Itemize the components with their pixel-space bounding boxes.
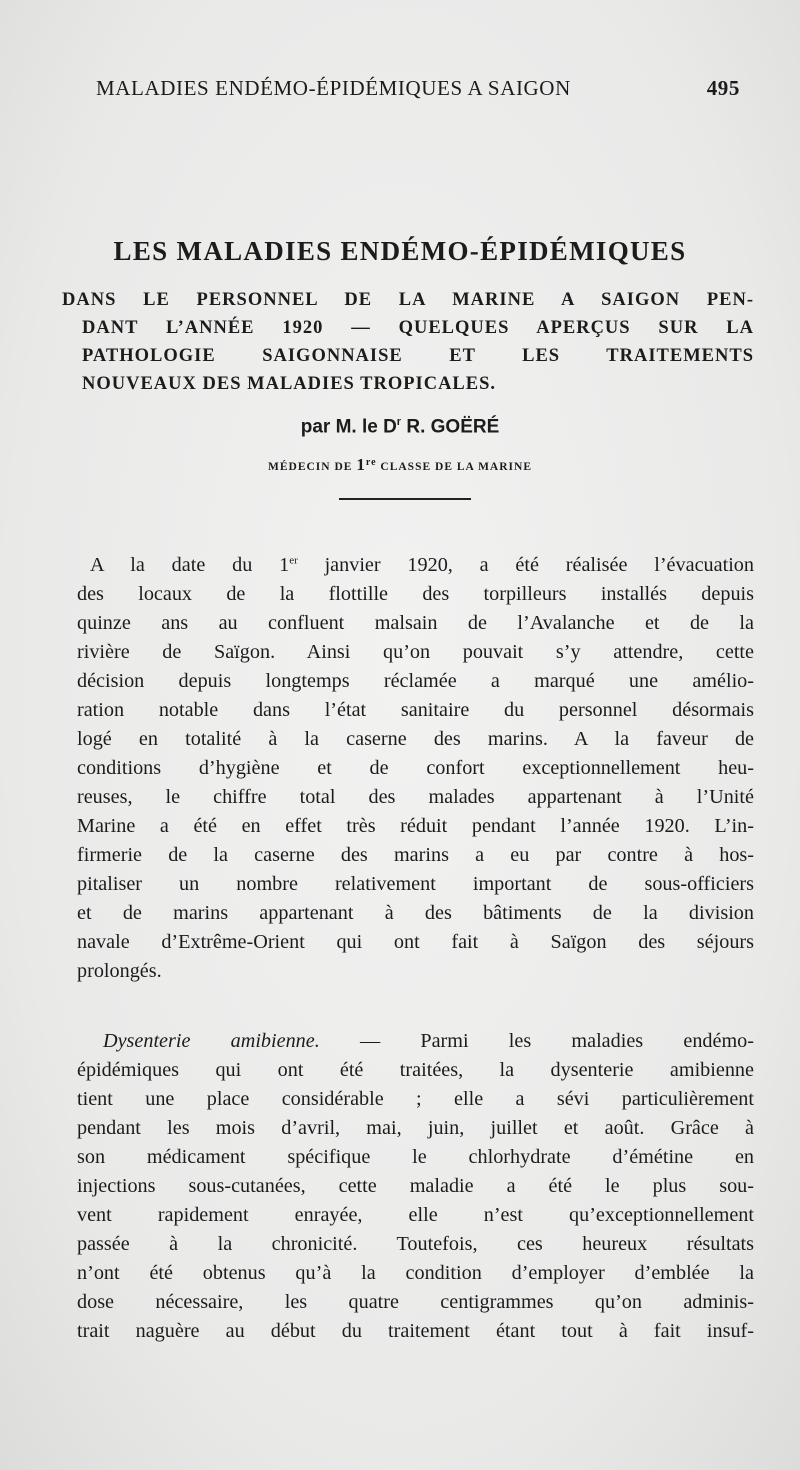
p1-first-rest: janvier 1920, a été réalisée l’évacuation [297, 554, 754, 576]
author-affiliation [0, 455, 800, 475]
subtitle-line-2: DANT L’ANNÉE 1920 — QUELQUES APERÇUS SUR LA [82, 318, 754, 338]
article-title: LES MALADIES ENDÉMO-ÉPIDÉMIQUES [113, 236, 687, 266]
paragraph-2-line: tient une place considérable ; elle a sévi particulièrement [77, 1088, 754, 1110]
author-prefix: par M. le D [300, 416, 397, 438]
paragraph-2-line: pendant les mois d’avril, mai, juin, juillet et août. Grâce à [77, 1117, 754, 1139]
page-number: 495 [706, 76, 740, 100]
paragraph-1-line: rivière de Saïgon. Ainsi qu’on pouvait s’y attendre, cette [77, 641, 754, 663]
p1-first-sup: er [289, 554, 298, 567]
paragraph-2-line: trait naguère au début du traitement étant tout à fait insuf- [77, 1320, 754, 1342]
paragraph-1-line: reuses, le chiffre total des malades appartenant à l’Unité [77, 786, 754, 808]
running-head-title: MALADIES ENDÉMO-ÉPIDÉMIQUES A SAIGON [96, 76, 571, 100]
paragraph-2-line: vent rapidement enrayée, elle n’est qu’exceptionnellement [77, 1204, 754, 1226]
separator-rule [339, 498, 471, 500]
paragraph-1-line: prolongés. [77, 960, 162, 982]
paragraph-1-line-1 [90, 554, 754, 577]
paragraph-2-line: passée à la chronicité. Toutefois, ces heureux résultats [77, 1233, 754, 1255]
affiliation-sup: re [365, 457, 377, 469]
p1-first-start: A la date du 1 [90, 554, 290, 576]
running-head [96, 76, 740, 101]
subtitle-line-4: NOUVEAUX DES MALADIES TROPICALES. [82, 374, 497, 394]
paragraph-1-line: Marine a été en effet très réduit pendant l’année 1920. L’in- [77, 815, 754, 837]
paragraph-2-line-1 [103, 1030, 754, 1053]
section-heading: Dysenterie amibienne. [103, 1030, 320, 1052]
paragraph-2-line: épidémiques qui ont été traitées, la dysenterie amibienne [77, 1059, 754, 1081]
paragraph-1-line: quinze ans au confluent malsain de l’Avalanche et de la [77, 612, 754, 634]
affiliation-before: MÉDECIN DE [268, 461, 357, 473]
paragraph-2-line: n’ont été obtenus qu’à la condition d’employer d’emblée la [77, 1262, 754, 1284]
subtitle-line-1: DANS LE PERSONNEL DE LA MARINE A SAIGON PEN- [62, 290, 754, 310]
author-name: R. GOËRÉ [401, 416, 500, 438]
affiliation-number: 1 [356, 455, 366, 474]
author-title-sup: r [396, 416, 402, 428]
paragraph-2-line: injections sous-cutanées, cette maladie a été le plus sou- [77, 1175, 754, 1197]
author-line [0, 416, 800, 438]
paragraph-2-line: dose nécessaire, les quatre centigrammes qu’on adminis- [77, 1291, 754, 1313]
paragraph-1-line: navale d’Extrême-Orient qui ont fait à Saïgon des séjours [77, 931, 754, 953]
affiliation-after: CLASSE DE LA MARINE [376, 461, 532, 473]
p2-first-rest: — Parmi les maladies endémo- [319, 1030, 754, 1052]
paragraph-1-line: conditions d’hygiène et de confort exceptionnellement heu- [77, 757, 754, 779]
paragraph-1-line: logé en totalité à la caserne des marins. A la faveur de [77, 728, 754, 750]
paragraph-1-line: ration notable dans l’état sanitaire du personnel désormais [77, 699, 754, 721]
subtitle-line-3: PATHOLOGIE SAIGONNAISE ET LES TRAITEMENTS [82, 346, 754, 366]
paragraph-1-line: pitaliser un nombre relativement important de sous-officiers [77, 873, 754, 895]
paragraph-1-line: décision depuis longtemps réclamée a marqué une amélio- [77, 670, 754, 692]
paragraph-1-line: firmerie de la caserne des marins a eu par contre à hos- [77, 844, 754, 866]
paragraph-1-line: des locaux de la flottille des torpilleurs installés depuis [77, 583, 754, 605]
paragraph-1-line: et de marins appartenant à des bâtiments de la division [77, 902, 754, 924]
paragraph-2-line: son médicament spécifique le chlorhydrate d’émétine en [77, 1146, 754, 1168]
